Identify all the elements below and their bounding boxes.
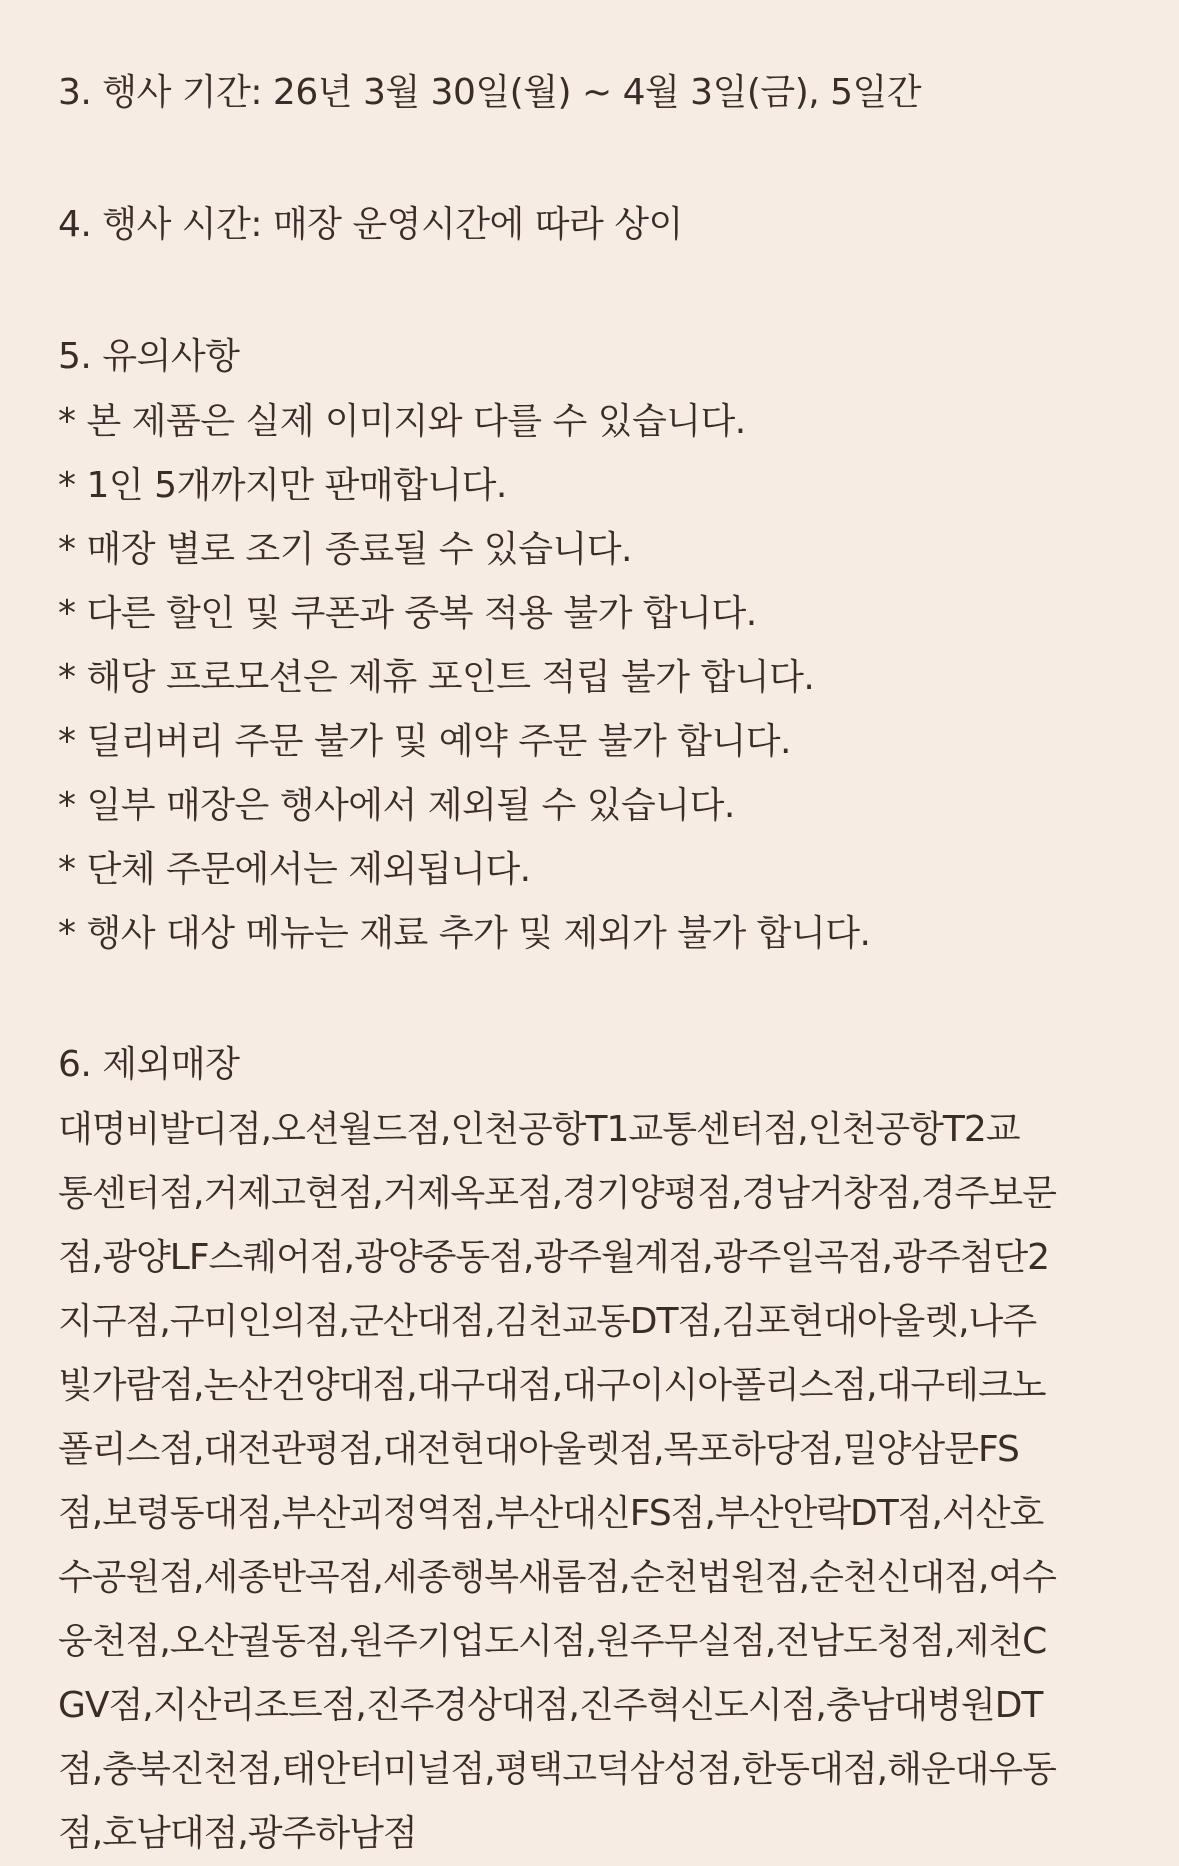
excluded-stores-line: 폴리스점,대전관평점,대전현대아울렛점,목포하당점,밀양삼문FS — [58, 1429, 1019, 1470]
excluded-heading: 6. 제외매장 — [58, 1044, 240, 1085]
note-item: * 매장 별로 조기 종료될 수 있습니다. — [58, 529, 632, 570]
note-item: * 본 제품은 실제 이미지와 다를 수 있습니다. — [58, 401, 746, 442]
event-period: 3. 행사 기간: 26년 3월 30일(월) ~ 4월 3일(금), 5일간 — [58, 72, 922, 113]
note-item: * 단체 주문에서는 제외됩니다. — [58, 849, 531, 890]
note-item: * 다른 할인 및 쿠폰과 중복 적용 불가 합니다. — [58, 593, 757, 634]
excluded-stores-line: 통센터점,거제고현점,거제옥포점,경기양평점,경남거창점,경주보문 — [58, 1173, 1056, 1214]
spacer — [58, 258, 1138, 324]
note-item: * 1인 5개까지만 판매합니다. — [58, 465, 507, 506]
event-notice — [58, 60, 1138, 1866]
excluded-stores-line: 지구점,구미인의점,군산대점,김천교동DT점,김포현대아울렛,나주 — [58, 1301, 1037, 1342]
excluded-stores-line: 점,호남대점,광주하남점 — [58, 1813, 417, 1854]
excluded-stores-line: GV점,지산리조트점,진주경상대점,진주혁신도시점,충남대병원DT — [58, 1685, 1043, 1726]
note-item: * 해당 프로모션은 제휴 포인트 적립 불가 합니다. — [58, 657, 815, 698]
excluded-stores-line: 점,광양LF스퀘어점,광양중동점,광주월계점,광주일곡점,광주첨단2 — [58, 1237, 1050, 1278]
excluded-stores-section — [58, 1032, 1138, 1866]
notes-section — [58, 324, 1138, 966]
spacer — [58, 966, 1138, 1032]
excluded-stores-line: 점,충북진천점,태안터미널점,평택고덕삼성점,한동대점,해운대우동 — [58, 1749, 1056, 1790]
excluded-stores-line: 점,보령동대점,부산괴정역점,부산대신FS점,부산안락DT점,서산호 — [58, 1493, 1044, 1534]
note-item: * 딜리버리 주문 불가 및 예약 주문 불가 합니다. — [58, 721, 791, 762]
excluded-stores-line: 웅천점,오산궐동점,원주기업도시점,원주무실점,전남도청점,제천C — [58, 1621, 1047, 1662]
note-item: * 행사 대상 메뉴는 재료 추가 및 제외가 불가 합니다. — [58, 913, 871, 954]
spacer — [58, 126, 1138, 192]
excluded-stores-line: 빛가람점,논산건양대점,대구대점,대구이시아폴리스점,대구테크노 — [58, 1365, 1046, 1406]
event-time: 4. 행사 시간: 매장 운영시간에 따라 상이 — [58, 204, 683, 245]
notes-heading: 5. 유의사항 — [58, 336, 240, 377]
excluded-stores-line: 대명비발디점,오션월드점,인천공항T1교통센터점,인천공항T2교 — [58, 1109, 1020, 1150]
note-item: * 일부 매장은 행사에서 제외될 수 있습니다. — [58, 785, 735, 826]
excluded-stores-line: 수공원점,세종반곡점,세종행복새롬점,순천법원점,순천신대점,여수 — [58, 1557, 1056, 1598]
